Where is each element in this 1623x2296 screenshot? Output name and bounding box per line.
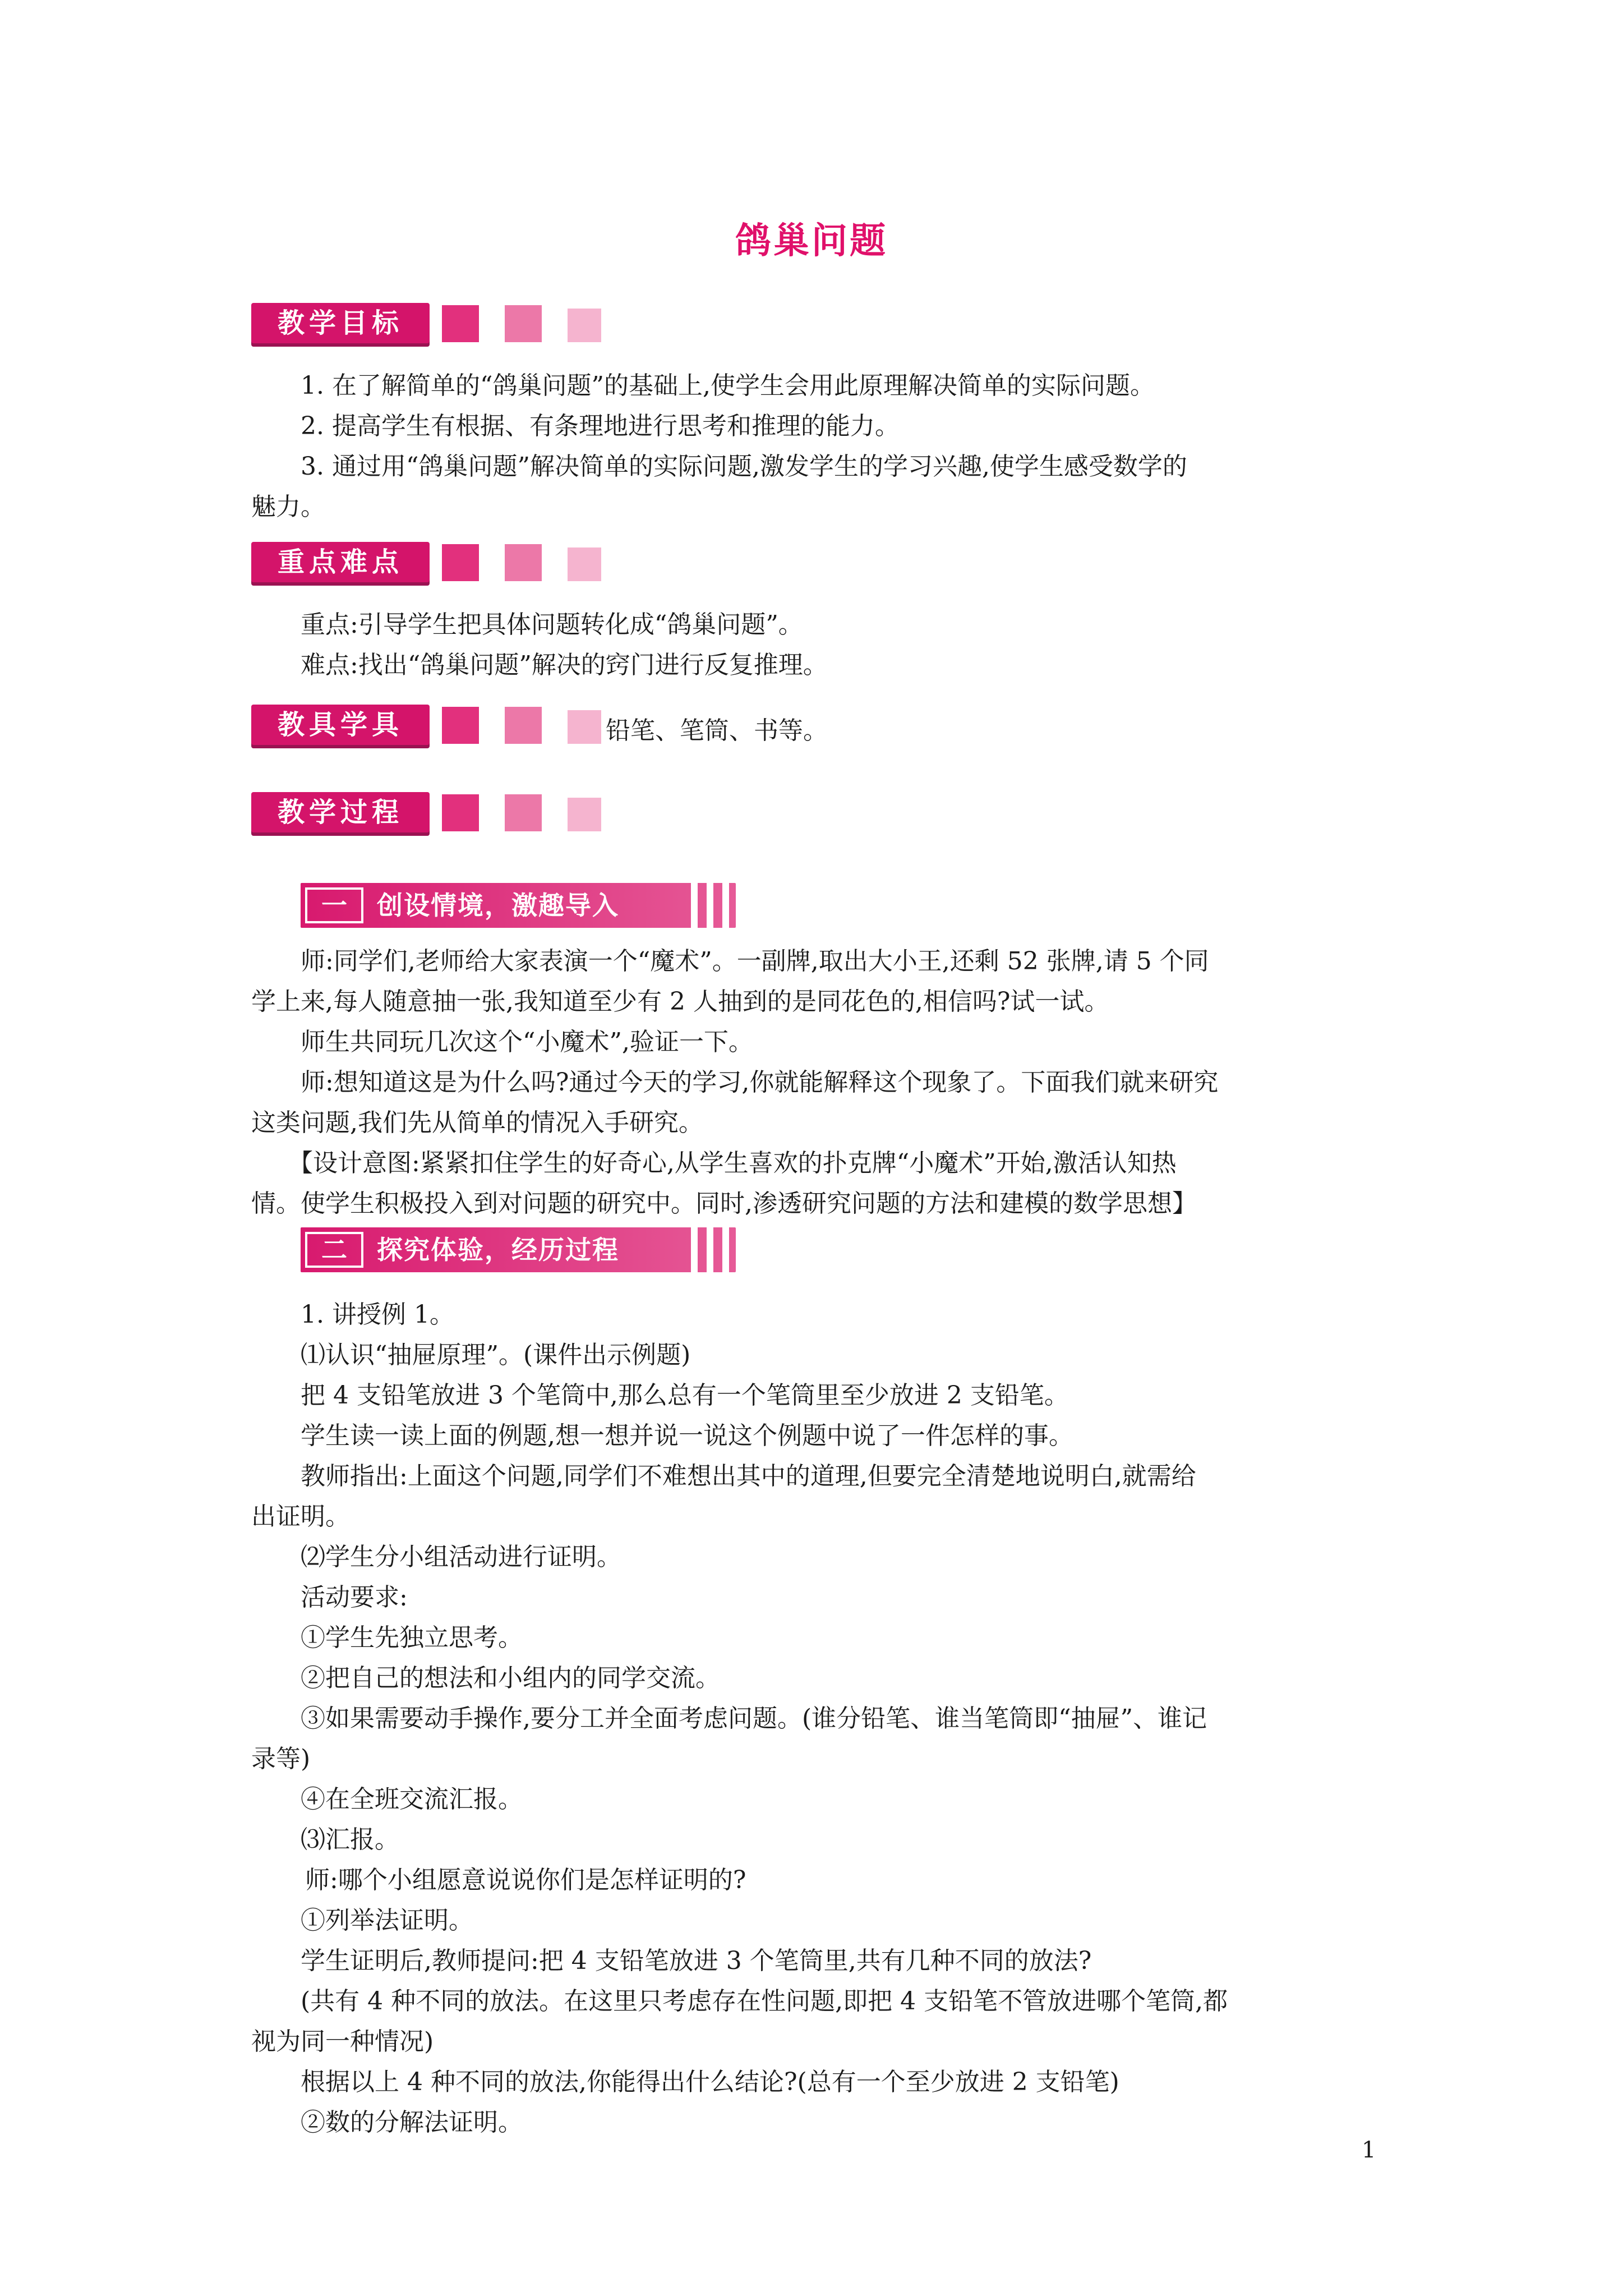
section-label: 重点难点 — [251, 542, 430, 582]
paragraph-line: ⑵学生分小组活动进行证明。 — [301, 1543, 621, 1571]
paragraph-line: 师:哪个小组愿意说说你们是怎样证明的? — [305, 1866, 746, 1894]
stripe-decoration — [664, 1227, 736, 1272]
section-label: 教学目标 — [251, 303, 430, 343]
paragraph-line: 把 4 支铅笔放进 3 个笔筒中,那么总有一个笔筒里至少放进 2 支铅笔。 — [301, 1381, 1069, 1410]
paragraph-line: ②把自己的想法和小组内的同学交流。 — [301, 1664, 720, 1692]
section-label: 教学过程 — [251, 792, 430, 832]
paragraph-line: ③如果需要动手操作,要分工并全面考虑问题。(谁分铅笔、谁当笔筒即“抽屉”、谁记 — [301, 1704, 1207, 1733]
decor-square — [442, 794, 479, 831]
decor-square — [505, 794, 542, 831]
paragraph-line: 活动要求: — [301, 1583, 408, 1612]
paragraph-line: 师:同学们,老师给大家表演一个“魔术”。一副牌,取出大小王,还剩 52 张牌,请 5 个同 — [301, 947, 1209, 976]
subsection-header-2 — [301, 1227, 736, 1274]
decor-square — [505, 305, 542, 342]
section-label: 教具学具 — [251, 705, 430, 745]
goals-list — [251, 366, 1391, 527]
decor-square — [442, 544, 479, 581]
list-item: 1. 在了解简单的“鸽巢问题”的基础上,使学生会用此原理解决简单的实际问题。 — [301, 371, 1155, 400]
decor-square — [568, 309, 601, 342]
paragraph-line: 出证明。 — [251, 1502, 350, 1531]
decor-square — [442, 305, 479, 342]
decor-square — [568, 710, 601, 744]
list-item: 魅力。 — [251, 493, 325, 521]
paragraph-line: ①列举法证明。 — [301, 1906, 473, 1935]
paragraph-line: ⑶汇报。 — [301, 1825, 399, 1854]
paragraph-line: ①学生先独立思考。 — [301, 1623, 523, 1652]
stripe-decoration — [664, 883, 736, 928]
paragraph-line: 录等) — [251, 1745, 311, 1773]
list-item: 2. 提高学生有根据、有条理地进行思考和推理的能力。 — [301, 412, 900, 440]
subsection-header-1 — [301, 883, 736, 930]
subsection-number: 二 — [305, 1232, 363, 1268]
subsection-title: 创设情境，激趣导入 — [377, 890, 619, 921]
paragraph-line: ④在全班交流汇报。 — [301, 1785, 523, 1814]
paragraph-line: 根据以上 4 种不同的放法,你能得出什么结论?(总有一个至少放进 2 支铅笔) — [301, 2068, 1119, 2096]
paragraph-line: 师生共同玩几次这个“小魔术”,验证一下。 — [301, 1028, 753, 1056]
paragraph-line: (共有 4 种不同的放法。在这里只考虑存在性问题,即把 4 支铅笔不管放进哪个笔筒,都 — [301, 1987, 1228, 2016]
paragraph-line: ②数的分解法证明。 — [301, 2108, 523, 2137]
paragraph-line: ⑴认识“抽屉原理”。(课件出示例题) — [301, 1341, 691, 1369]
part1-body — [251, 941, 1391, 1224]
tools-text: 铅笔、笔筒、书等。 — [606, 716, 828, 745]
decor-square — [505, 707, 542, 744]
paragraph-line: 这类问题,我们先从简单的情况入手研究。 — [251, 1108, 703, 1137]
paragraph-line: 师:想知道这是为什么吗?通过今天的学习,你就能解释这个现象了。下面我们就来研究 — [301, 1068, 1219, 1097]
page-title: 鸽巢问题 — [735, 220, 888, 262]
decor-square — [505, 544, 542, 581]
paragraph-line: 情。使学生积极投入到对问题的研究中。同时,渗透研究问题的方法和建模的数学思想】 — [251, 1189, 1197, 1218]
decor-square — [568, 798, 601, 831]
part2-body — [251, 1295, 1391, 2143]
paragraph-line: 学生读一读上面的例题,想一想并说一说这个例题中说了一件怎样的事。 — [301, 1421, 1073, 1450]
page-number: 1 — [1362, 2137, 1376, 2163]
subsection-title: 探究体验，经历过程 — [377, 1235, 619, 1265]
decor-square — [568, 547, 601, 581]
list-item: 难点:找出“鸽巢问题”解决的窍门进行反复推理。 — [301, 651, 828, 679]
paragraph-line: 教师指出:上面这个问题,同学们不难想出其中的道理,但要完全清楚地说明白,就需给 — [301, 1462, 1196, 1490]
list-item: 重点:引导学生把具体问题转化成“鸽巢问题”。 — [301, 610, 803, 639]
decor-square — [442, 707, 479, 744]
subsection-number: 一 — [305, 887, 363, 923]
paragraph-line: 【设计意图:紧紧扣住学生的好奇心,从学生喜欢的扑克牌“小魔术”开始,激活认知热 — [288, 1149, 1177, 1177]
keypoints-list — [251, 605, 1391, 685]
paragraph-line: 学生证明后,教师提问:把 4 支铅笔放进 3 个笔筒里,共有几种不同的放法? — [301, 1947, 1092, 1975]
paragraph-line: 学上来,每人随意抽一张,我知道至少有 2 人抽到的是同花色的,相信吗?试一试。 — [251, 987, 1109, 1016]
paragraph-line: 视为同一种情况) — [251, 2027, 434, 2056]
list-item: 3. 通过用“鸽巢问题”解决简单的实际问题,激发学生的学习兴趣,使学生感受数学的 — [301, 452, 1187, 481]
paragraph-line: 1. 讲授例 1。 — [301, 1300, 454, 1329]
